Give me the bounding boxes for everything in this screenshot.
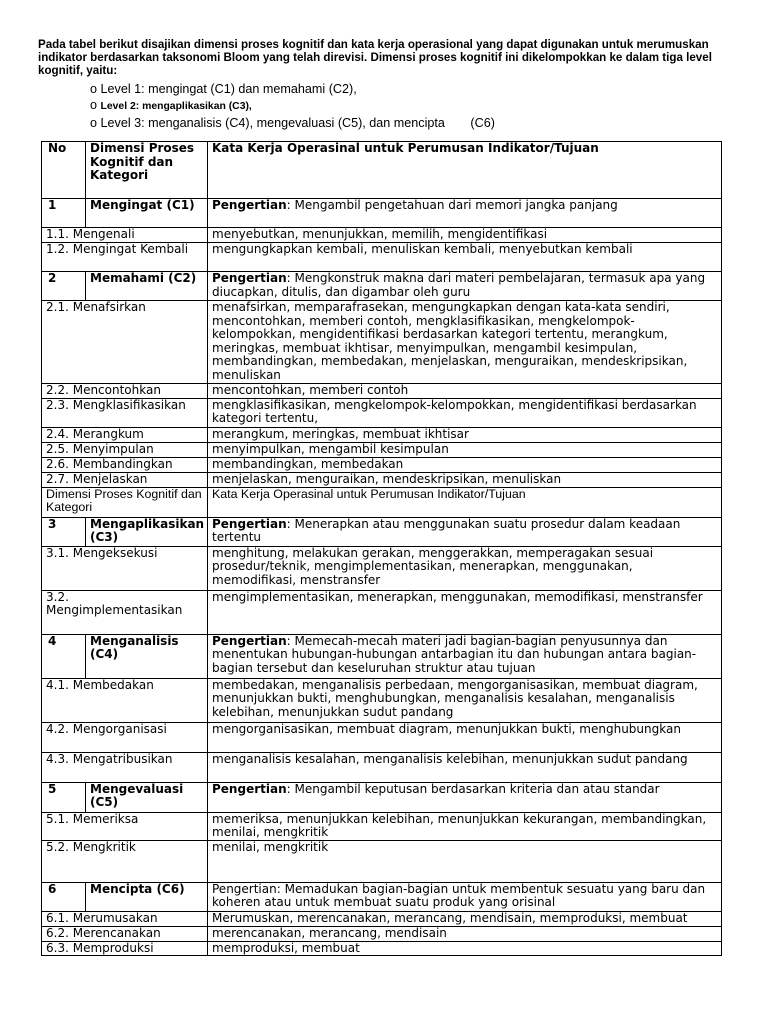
subcategory-verbs: memproduksi, membuat [208,941,722,956]
definition-label: Pengertian [212,634,287,648]
table-header-row [42,142,722,199]
category-definition [208,272,722,301]
level-list [90,81,730,131]
definition-text: : Mengambil pengetahuan dari memori jangka panjang [286,198,618,212]
subcategory-verbs: mencontohkan, memberi contoh [208,383,722,398]
subcategory-name: 3.2. Mengimplementasikan [42,590,208,634]
category-definition [208,634,722,678]
subcategory-name: 2.3. Mengklasifikasikan [42,398,208,427]
category-number: 3 [42,517,86,546]
definition-label: Pengertian [212,782,287,796]
category-number: 5 [42,782,86,812]
cognitive-dimension-table [41,141,722,956]
table-row [42,812,722,840]
table-row [42,442,722,457]
subcategory-verbs: merencanakan, merancang, mendisain [208,926,722,941]
subcategory-verbs: menghitung, melakukan gerakan, menggerakkan, memperagakan sesuai prosedur/teknik, mengimplementasikan, menerapkan, menggunakan, memodifikasi, menstransfer [208,546,722,590]
bullet: o [90,116,98,130]
category-number: 2 [42,272,86,301]
subcategory-name: 2.4. Merangkum [42,427,208,442]
bullet: o [90,82,98,96]
subcategory-name: 1.1. Mengenali [42,228,208,243]
table-row [42,590,722,634]
subcategory-verbs: menyimpulkan, mengambil kesimpulan [208,442,722,457]
subcategory-name: 4.1. Membedakan [42,678,208,722]
table-row [42,634,722,678]
subcategory-verbs: menilai, mengkritik [208,840,722,882]
category-name: Menganalisis (C4) [86,634,208,678]
subcategory-name: 6.2. Merencanakan [42,926,208,941]
intro-paragraph: Pada tabel berikut disajikan dimensi proses kognitif dan kata kerja operasional yang dapat digunakan untuk merumuskan indikator berdasarkan taksonomi Bloom yang telah direvisi. Dimensi proses kognitif ini dikelompokkan ke dalam tiga level kognitif, yaitu: [38,38,712,77]
table-row [42,427,722,442]
table-row [42,911,722,926]
subcategory-verbs: mengklasifikasikan, mengkelompok-kelompokkan, mengidentifikasi berdasarkan kategori tertentu, [208,398,722,427]
subcategory-name: 3.1. Mengeksekusi [42,546,208,590]
table-row [42,752,722,782]
subcategory-verbs: mengungkapkan kembali, menuliskan kembali, menyebutkan kembali [208,243,722,272]
table-row [42,782,722,812]
table-row [42,517,722,546]
table-row [42,840,722,882]
subcategory-verbs: membedakan, menganalisis perbedaan, mengorganisasikan, membuat diagram, menunjukkan bukti, menghubungkan, menganalisis kesalahan, menganalisis kelebihan, menunjukkan sudut pandang [208,678,722,722]
level-item [90,115,730,131]
subcategory-name: 2.7. Menjelaskan [42,472,208,487]
table-row [42,228,722,243]
repeat-header-dimension: Dimensi Proses Kognitif dan Kategori [42,487,208,517]
subcategory-name: 2.1. Menafsirkan [42,301,208,384]
table-row [42,398,722,427]
table-row [42,678,722,722]
level-text: Level 3: menganalisis (C4), mengevaluasi (C5), dan mencipta [100,116,445,130]
subcategory-verbs: memeriksa, menunjukkan kelebihan, menunjukkan kekurangan, membandingkan, menilai, mengkritik [208,812,722,840]
subcategory-name: 5.2. Mengkritik [42,840,208,882]
subcategory-verbs: menafsirkan, memparafrasekan, mengungkapkan dengan kata-kata sendiri, mencontohkan, memberi contoh, mengklasifikasikan, mengkelompok-kelompokkan, mengidentifikasi berdasarkan kategori tertentu, merangkum, meringkas, membuat ikhtisar, menyimpulkan, mengambil kesimpulan, membandingkan, membedakan, menjelaskan, menguraikan, mendeskripsikan, menuliskan [208,301,722,384]
subcategory-verbs: Merumuskan, merencanakan, merancang, mendisain, memproduksi, membuat [208,911,722,926]
subcategory-name: 6.1. Merumusakan [42,911,208,926]
table-row [42,472,722,487]
subcategory-name: 2.2. Mencontohkan [42,383,208,398]
table-body [42,142,722,956]
definition-text: : Memecah-mecah materi jadi bagian-bagian penyusunnya dan menentukan hubungan-hubungan antarbagian itu dan hubungan antara bagian-bagian tersebut dan keseluruhan struktur atau tujuan [212,634,697,675]
subcategory-verbs: mengimplementasikan, menerapkan, menggunakan, memodifikasi, menstransfer [208,590,722,634]
category-number: 4 [42,634,86,678]
level-text: Level 2: mengaplikasikan (C3), [100,101,252,112]
definition-label: Pengertian [212,198,287,212]
subcategory-name: 1.2. Mengingat Kembali [42,243,208,272]
definition-text: : Menerapkan atau menggunakan suatu prosedur dalam keadaan tertentu [212,517,681,545]
table-row [42,546,722,590]
definition-label: Pengertian [212,271,287,285]
table-row [42,243,722,272]
subcategory-verbs: menganalisis kesalahan, menganalisis kelebihan, menunjukkan sudut pandang [208,752,722,782]
header-verbs: Kata Kerja Operasinal untuk Perumusan Indikator/Tujuan [208,142,722,199]
category-name: Mengevaluasi (C5) [86,782,208,812]
subcategory-verbs: mengorganisasikan, membuat diagram, menunjukkan bukti, menghubungkan [208,722,722,752]
table-row [42,722,722,752]
definition-text: : Mengambil keputusan berdasarkan kriteria dan atau standar [286,782,660,796]
subcategory-verbs: menjelaskan, menguraikan, mendeskripsikan, menuliskan [208,472,722,487]
table-row [42,383,722,398]
table-row [42,487,722,517]
table-row [42,199,722,228]
category-number: 1 [42,199,86,228]
category-definition [208,199,722,228]
category-number: 6 [42,882,86,911]
category-definition [208,517,722,546]
definition-label: Pengertian [212,517,287,531]
subcategory-name: 4.3. Mengatribusikan [42,752,208,782]
table-row [42,301,722,384]
repeat-header-verbs: Kata Kerja Operasinal untuk Perumusan Indikator/Tujuan [208,487,722,517]
subcategory-name: 2.5. Menyimpulan [42,442,208,457]
level-item [90,97,730,115]
level-text: Level 1: mengingat (C1) dan memahami (C2), [100,82,357,96]
subcategory-verbs: membandingkan, membedakan [208,457,722,472]
subcategory-verbs: menyebutkan, menunjukkan, memilih, mengidentifikasi [208,228,722,243]
header-no: No [42,142,86,199]
subcategory-name: 6.3. Memproduksi [42,941,208,956]
table-row [42,926,722,941]
header-dimension: Dimensi Proses Kognitif dan Kategori [86,142,208,199]
subcategory-name: 5.1. Memeriksa [42,812,208,840]
category-name: Memahami (C2) [86,272,208,301]
category-definition: Pengertian: Memadukan bagian-bagian untuk membentuk sesuatu yang baru dan koheren atau untuk membuat suatu produk yang orisinal [208,882,722,911]
table-row [42,272,722,301]
subcategory-name: 2.6. Membandingkan [42,457,208,472]
category-name: Mengaplikasikan (C3) [86,517,208,546]
table-row [42,457,722,472]
level-tail: (C6) [470,116,495,130]
definition-text: : Mengkonstruk makna dari materi pembelajaran, termasuk apa yang diucapkan, ditulis, dan digambar oleh guru [212,271,706,299]
bullet: o [90,98,98,112]
category-definition [208,782,722,812]
category-name: Mencipta (C6) [86,882,208,911]
level-item [90,81,730,97]
table-row [42,882,722,911]
subcategory-verbs: merangkum, meringkas, membuat ikhtisar [208,427,722,442]
category-name: Mengingat (C1) [86,199,208,228]
table-row [42,941,722,956]
subcategory-name: 4.2. Mengorganisasi [42,722,208,752]
